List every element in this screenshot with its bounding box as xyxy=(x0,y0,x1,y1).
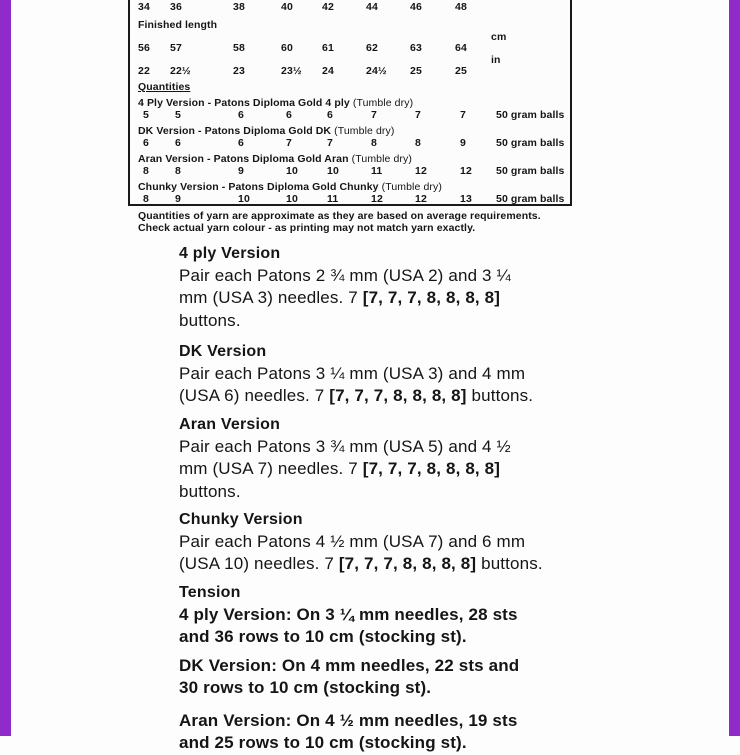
table-cell: 25 xyxy=(410,65,422,77)
table-cell: 63 xyxy=(410,42,422,54)
text: Aran Version: On 4 ½ mm needles, 19 sts xyxy=(179,711,518,730)
text: buttons. xyxy=(179,310,241,330)
version-rows xyxy=(138,97,565,205)
unit-label: in xyxy=(491,53,501,66)
version-title: 4 Ply Version - Patons Diploma Gold 4 ply xyxy=(138,97,353,109)
table-cell: 8 xyxy=(143,192,149,205)
note-line: Check actual yarn colour - as printing may not match yarn exactly. xyxy=(138,221,476,234)
text-section xyxy=(179,341,579,408)
bold-text: [7, 7, 7, 8, 8, 8, 8] xyxy=(329,386,467,406)
table-cell: 58 xyxy=(233,42,245,54)
table-cell: 62 xyxy=(366,42,378,54)
table-cell: 13 xyxy=(460,192,472,205)
table-cell: 6 xyxy=(286,108,292,121)
page-border-left xyxy=(0,0,11,736)
section-line xyxy=(179,553,579,575)
table-cell: 11 xyxy=(327,192,339,205)
version-title: Aran Version - Patons Diploma Gold Aran xyxy=(138,153,352,165)
table-cell: 7 xyxy=(415,108,421,121)
text: mm (USA 3) needles. 7 xyxy=(179,288,363,308)
version-qty-row xyxy=(143,110,567,122)
table-cell: 10 xyxy=(238,192,250,205)
text: Pair each Patons 2 ¾ mm (USA 2) and 3 ¼ xyxy=(179,266,511,285)
table-cell: 48 xyxy=(455,0,467,13)
text: DK Version: On 4 mm needles, 22 sts and xyxy=(179,656,520,675)
table-cell: 12 xyxy=(460,164,472,177)
text: (USA 6) needles. 7 xyxy=(179,386,330,406)
text-section xyxy=(179,243,579,332)
unit-label: 50 gram balls xyxy=(496,192,565,205)
text: buttons. xyxy=(179,481,241,501)
table-cell: 6 xyxy=(327,108,333,121)
table-cell: 9 xyxy=(460,136,466,149)
table-cell: 11 xyxy=(371,164,383,177)
section-heading: 4 ply Version xyxy=(179,245,281,262)
unit-label: 50 gram balls xyxy=(496,108,565,121)
table-cell: 40 xyxy=(281,0,293,13)
version-qty-row xyxy=(143,194,567,206)
table-cell: 57 xyxy=(170,42,182,54)
table-cell: 9 xyxy=(238,164,244,177)
yarn-spec-table xyxy=(128,0,572,234)
table-cell: 23½ xyxy=(281,65,302,77)
table-cell: 6 xyxy=(238,136,244,149)
table-cell: 12 xyxy=(415,164,427,177)
section-line xyxy=(179,710,579,732)
unit-label xyxy=(491,0,562,2)
text-section xyxy=(179,509,579,576)
table-cell: 10 xyxy=(327,164,339,177)
version-title-suffix: (Tumble dry) xyxy=(381,181,442,193)
table-cell: 25 xyxy=(455,65,467,77)
table-cell: 7 xyxy=(327,136,333,149)
table-cell: 42 xyxy=(322,0,334,13)
version-title: DK Version - Patons Diploma Gold DK xyxy=(138,125,335,137)
table-cell: 22 xyxy=(138,65,150,77)
quantities-label: Quantities xyxy=(138,80,191,93)
text: 4 ply Version: On 3 ¼ mm needles, 28 sts xyxy=(179,605,518,624)
size-row xyxy=(138,0,562,13)
text: and 36 rows to 10 cm (stocking st). xyxy=(179,627,467,647)
unit-label: 50 gram balls xyxy=(496,136,565,149)
length-cm-row xyxy=(138,32,562,55)
section-line xyxy=(179,436,579,458)
table-cell: 6 xyxy=(143,136,149,149)
section-line xyxy=(179,265,579,287)
page-border-right xyxy=(729,0,740,736)
table-cell: 24 xyxy=(322,65,334,77)
section-heading: Aran Version xyxy=(179,416,281,433)
table-cell: 8 xyxy=(143,164,149,177)
unit-label: 50 gram balls xyxy=(496,164,565,177)
table-cell: 8 xyxy=(175,164,181,177)
section-line xyxy=(179,604,579,626)
table-cell: 61 xyxy=(322,42,334,54)
table-cell: 9 xyxy=(175,192,181,205)
table-cell: 36 xyxy=(170,0,182,13)
table-cell: 12 xyxy=(371,192,383,205)
table-cell: 7 xyxy=(286,136,292,149)
table-cell: 23 xyxy=(233,65,245,77)
text: mm (USA 7) needles. 7 xyxy=(179,459,363,479)
table-cell: 12 xyxy=(415,192,427,205)
table-cell: 38 xyxy=(233,0,245,13)
table-cell: 60 xyxy=(281,42,293,54)
bold-text: [7, 7, 7, 8, 8, 8, 8] xyxy=(362,459,501,479)
section-line xyxy=(179,531,579,553)
table-cell: 44 xyxy=(366,0,378,13)
text: buttons. xyxy=(466,386,534,406)
text-section xyxy=(179,582,579,649)
text: (USA 10) needles. 7 xyxy=(179,554,339,574)
table-cell: 64 xyxy=(455,42,467,54)
version-title-suffix: (Tumble dry) xyxy=(334,125,395,137)
section-heading: DK Version xyxy=(179,343,267,360)
table-cell: 24½ xyxy=(366,65,387,77)
section-heading: Tension xyxy=(179,584,241,601)
text: Pair each Patons 4 ½ mm (USA 7) and 6 mm xyxy=(179,532,526,551)
text-section xyxy=(179,710,579,755)
text: and 25 rows to 10 cm (stocking st). xyxy=(179,733,467,753)
section-line xyxy=(179,655,579,677)
version-qty-row xyxy=(143,166,567,178)
table-cell: 7 xyxy=(371,108,377,121)
table-cell: 8 xyxy=(371,136,377,149)
section-line xyxy=(179,677,579,699)
version-title-suffix: (Tumble dry) xyxy=(352,97,414,109)
version-title-suffix: (Tumble dry) xyxy=(351,153,412,165)
text-section xyxy=(179,655,579,700)
length-in-row xyxy=(138,55,562,78)
table-cell: 6 xyxy=(175,136,181,149)
table-cell: 10 xyxy=(286,164,298,177)
table-cell: 10 xyxy=(286,192,298,205)
section-line xyxy=(179,310,579,332)
bold-text: [7, 7, 7, 8, 8, 8, 8] xyxy=(362,288,501,308)
text-section xyxy=(179,414,579,503)
table-cell: 6 xyxy=(238,108,244,121)
table-cell: 34 xyxy=(138,0,150,13)
table-cell: 5 xyxy=(175,108,181,121)
section-heading: Chunky Version xyxy=(179,511,303,528)
text: 30 rows to 10 cm (stocking st). xyxy=(179,678,432,698)
unit-label: cm xyxy=(491,30,507,43)
section-line xyxy=(179,481,579,503)
table-cell: 7 xyxy=(460,108,466,121)
section-line xyxy=(179,458,579,480)
section-line xyxy=(179,287,579,309)
bold-text: [7, 7, 7, 8, 8, 8, 8] xyxy=(338,554,477,574)
table-cell: 5 xyxy=(143,108,149,121)
table-cell: 22½ xyxy=(170,65,191,77)
text: buttons. xyxy=(476,554,543,574)
finished-length-label: Finished length xyxy=(138,19,218,31)
note-line: Quantities of yarn are approximate as they are based on average requirements. xyxy=(138,210,541,222)
text: Pair each Patons 3 ¼ mm (USA 3) and 4 mm xyxy=(179,364,526,383)
version-qty-row xyxy=(143,138,567,150)
text: Pair each Patons 3 ¾ mm (USA 5) and 4 ½ xyxy=(179,437,511,456)
table-cell: 8 xyxy=(415,136,421,149)
section-line xyxy=(179,363,579,385)
version-title: Chunky Version - Patons Diploma Gold Chunky xyxy=(138,181,382,193)
section-line xyxy=(179,626,579,648)
table-cell: 46 xyxy=(410,0,422,13)
table-cell: 56 xyxy=(138,42,150,54)
section-line xyxy=(179,385,579,407)
